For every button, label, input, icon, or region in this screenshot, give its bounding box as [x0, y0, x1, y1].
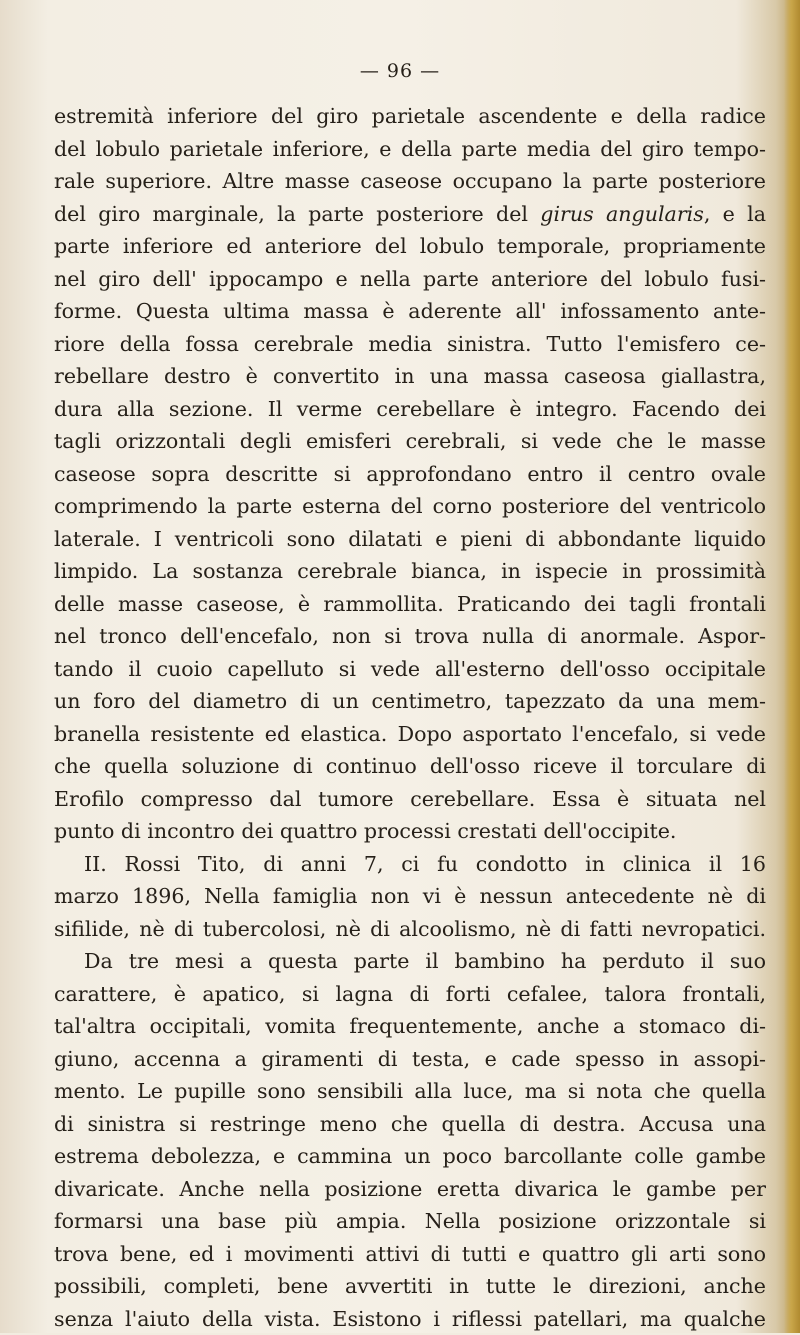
text-line	[54, 523, 766, 556]
text-line	[54, 490, 766, 523]
line-text: possibili, completi, bene avvertiti in tutte le direzioni, anche	[54, 1274, 766, 1298]
text-line	[54, 1140, 766, 1173]
text-line	[54, 328, 766, 361]
line-text: caseose sopra descritte si approfondano entro il centro ovale	[54, 462, 766, 486]
text-line	[54, 718, 766, 751]
line-text: laterale. I ventricoli sono dilatati e pieni di abbondante liquido	[54, 527, 766, 551]
latin-term: girus angularis	[540, 202, 704, 226]
line-text: estremità inferiore del giro parietale ascendente e della radice	[54, 104, 766, 128]
text-line	[54, 360, 766, 393]
text-line	[54, 230, 766, 263]
line-text: rebellare destro è convertito in una massa caseosa giallastra,	[54, 364, 766, 388]
line-text: marzo 1896, Nella famiglia non vi è nessun antecedente nè di	[54, 884, 766, 908]
text-line	[54, 1043, 766, 1076]
line-text: carattere, è apatico, si lagna di forti cefalee, talora frontali,	[54, 982, 766, 1006]
line-text: riore della fossa cerebrale media sinistra. Tutto l'emisfero ce-	[54, 332, 766, 356]
line-text: trova bene, ed i movimenti attivi di tutti e quattro gli arti sono	[54, 1242, 766, 1266]
line-text: sifilide, nè di tubercolosi, nè di alcoolismo, nè di fatti nevropatici.	[54, 917, 766, 941]
text-line	[54, 1075, 766, 1108]
text-line	[54, 1205, 766, 1238]
text-line	[54, 198, 766, 231]
text-line	[54, 1270, 766, 1303]
line-text: II. Rossi Tito, di anni 7, ci fu condotto in clinica il 16	[84, 852, 766, 876]
page-edge-decoration	[784, 0, 800, 1333]
text-line	[54, 555, 766, 588]
line-text: nel giro dell' ippocampo e nella parte anteriore del lobulo fusi-	[54, 267, 766, 291]
line-text: divaricate. Anche nella posizione eretta divarica le gambe per	[54, 1177, 766, 1201]
line-text: che quella soluzione di continuo dell'osso riceve il torculare di	[54, 754, 766, 778]
line-text: estrema debolezza, e cammina un poco barcollante colle gambe	[54, 1144, 766, 1168]
text-line	[54, 750, 766, 783]
line-text: del lobulo parietale inferiore, e della parte media del giro tempo-	[54, 137, 766, 161]
text-line	[54, 1108, 766, 1141]
line-text: Erofilo compresso dal tumore cerebellare. Essa è situata nel	[54, 787, 766, 811]
line-text: delle masse caseose, è rammollita. Praticando dei tagli frontali	[54, 592, 766, 616]
page-number: — 96 —	[0, 60, 800, 82]
line-text: dura alla sezione. Il verme cerebellare è integro. Facendo dei	[54, 397, 766, 421]
line-text: comprimendo la parte esterna del corno posteriore del ventricolo	[54, 494, 766, 518]
text-line	[54, 1010, 766, 1043]
line-text: giuno, accenna a giramenti di testa, e cade spesso in assopi-	[54, 1047, 766, 1071]
text-line	[54, 978, 766, 1011]
line-text: parte inferiore ed anteriore del lobulo temporale, propriamente	[54, 234, 766, 258]
text-line	[54, 458, 766, 491]
line-text: limpido. La sostanza cerebrale bianca, in ispecie in prossimità	[54, 559, 766, 583]
line-text: un foro del diametro di un centimetro, tapezzato da una mem-	[54, 689, 766, 713]
line-text: punto di incontro dei quattro processi crestati dell'occipite.	[54, 819, 676, 843]
line-text: forme. Questa ultima massa è aderente all' infossamento ante-	[54, 299, 766, 323]
line-text: formarsi una base più ampia. Nella posizione orizzontale si	[54, 1209, 766, 1233]
text-line	[54, 263, 766, 296]
text-line	[54, 653, 766, 686]
text-line	[54, 393, 766, 426]
text-line	[54, 1303, 766, 1335]
text-line	[54, 133, 766, 166]
text-line	[54, 1173, 766, 1206]
line-text: tando il cuoio capelluto si vede all'esterno dell'osso occipitale	[54, 657, 766, 681]
text-line	[54, 945, 766, 978]
line-text: di sinistra si restringe meno che quella di destra. Accusa una	[54, 1112, 766, 1136]
line-text: branella resistente ed elastica. Dopo asportato l'encefalo, si vede	[54, 722, 766, 746]
line-text: Da tre mesi a questa parte il bambino ha perduto il suo	[84, 949, 766, 973]
text-line	[54, 783, 766, 816]
text-line	[54, 815, 766, 848]
text-line	[54, 588, 766, 621]
line-text: tal'altra occipitali, vomita frequentemente, anche a stomaco di-	[54, 1014, 766, 1038]
text-line	[54, 913, 766, 946]
line-text: senza l'aiuto della vista. Esistono i riflessi patellari, ma qualche	[54, 1307, 766, 1331]
line-text: rale superiore. Altre masse caseose occupano la parte posteriore	[54, 169, 766, 193]
text-line	[54, 425, 766, 458]
line-text: mento. Le pupille sono sensibili alla luce, ma si nota che quella	[54, 1079, 766, 1103]
line-text: nel tronco dell'encefalo, non si trova nulla di anormale. Aspor-	[54, 624, 766, 648]
text-line	[54, 848, 766, 881]
text-line	[54, 880, 766, 913]
text-line	[54, 620, 766, 653]
line-text: del giro marginale, la parte posteriore del	[54, 202, 540, 226]
line-text: tagli orizzontali degli emisferi cerebrali, si vede che le masse	[54, 429, 766, 453]
text-line	[54, 295, 766, 328]
text-line	[54, 100, 766, 133]
line-text: , e la	[704, 202, 766, 226]
body-text	[54, 100, 766, 1335]
text-line	[54, 1238, 766, 1271]
text-line	[54, 165, 766, 198]
text-line	[54, 685, 766, 718]
